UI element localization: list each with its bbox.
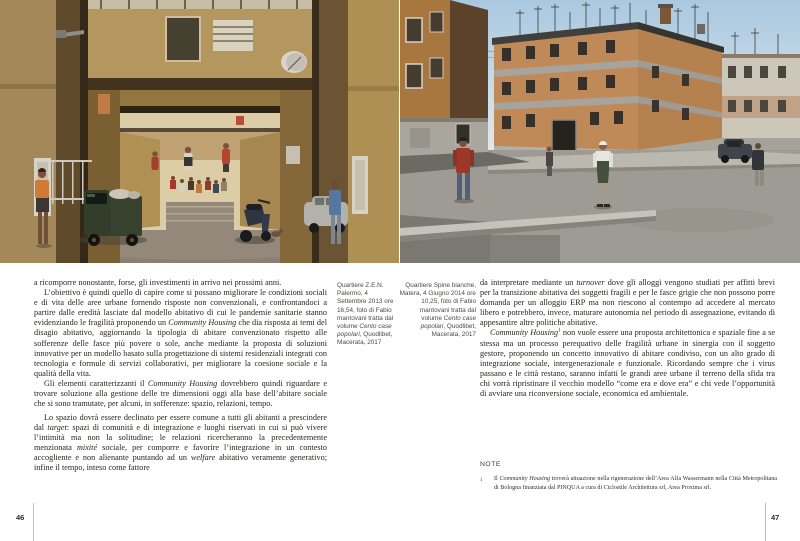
photo-caption-right: Quartiere Spine bianche, Matera, 4 Giugno 2014 ore 10,25, foto di Fabio mantovani tratta dal volume Cento case popolari, Quodlibet, Macerata, 2017 (399, 282, 476, 339)
ape-van (79, 189, 147, 246)
notes-heading: NOTE (480, 461, 501, 468)
paragraph: Gli elementi caratterizzanti il Community Housing dovrebbero quindi riguardare e trovare soluzione alla gestione delle tre dimensioni oggi alla base dell’abitare sociale che si sono tramutate, per alcuni, in sofferenze: spazio, relazioni, tempo. (34, 378, 328, 409)
paragraph: Lo spazio dovrà essere declinato per essere comune a tutti gli abitanti a prescindere dal target: spazi di comunità e di integrazione e luoghi riservati in cui si può vivere l’intimità ma non la solitudine; le relazioni ricercheranno la precedentemente menzionata mixité sociale, per comporre e favorire l’integrazione in un contesto accogliente e non alienante puntando ad un welfare abitativo veramente generativo; infine il tempo, inteso come fattore (34, 412, 328, 473)
folio-rule-left (33, 503, 34, 541)
footnote-text: Il Community Housing troverà attuazione nella rigenerazione dell’Area Alfa Wassermann nella Città Metropolitana di Bologna finanziata dal PINQUA a cura di Ciclostile Architettura srl, Area Proxima srl. (494, 476, 778, 491)
left-building (400, 0, 488, 156)
matera-street-illustration (400, 0, 800, 263)
paragraph: Community Housing$^1$ non vuole essere una proposta architettonica e spaziale fine a se stessa ma un processo perequativo delle fragilità urbane in sinergia con il soggetto gestore, proponendo un concetto innovativo di abitare condiviso, con un alto grado di integrazione sociale, intergenerazionale e funzionale. Ricordando sempre che i virus passano e le città restano, saranno infatti le grandi aree urbane il terreno della sfida tra chi vorrà ripristinare il vecchio modello “come era e dove era” e chi vede l’opportunità di avviare una riconversione sociale, economica ed ambientale. (480, 327, 775, 399)
left-page-text-column (34, 278, 327, 473)
page-number-right: 47 (771, 513, 780, 522)
photo-zen-palermo (0, 0, 399, 263)
satellite-dish (281, 51, 307, 73)
paragraph: a ricomporre nonostante, forse, gli investimenti in arrivo nei prossimi anni. (34, 278, 282, 287)
right-page-text-column (480, 278, 775, 399)
paragraph: da interpretare mediante un turnover dove gli alloggi vengono studiati per affitti brevi per la transizione abitativa dei soggetti fragili e per le fasce grigie che non possono porre domanda per un alloggio ERP ma non riescono al contempo ad accedere al mercato libero e potrebbero, invece, maturare autonomia nel periodo di assegnazione, evitando di appesantire altre politiche abitative. (480, 278, 775, 328)
photo-spine-bianche-matera (400, 0, 800, 263)
folio-rule-right (765, 503, 766, 541)
photo-caption-left: Quartiere Z.E.N. Palermo, 4 Settembre 2013 ore 16,54, foto di Fabio mantovani tratta dal volume Cento case popolari, Quodlibet, Macerata, 2017 (337, 282, 394, 347)
inner-bridge (116, 90, 284, 113)
paragraph: L’obiettivo è quindi quello di capire come si possano migliorare le condizioni sociali e di vita delle aree urbane fornendo risposte non convenzionali, e confrontandoci a partire dalle eredità lasciate dal modello abitativo di cui le pandemie sanitarie stanno evidenziando le fragilità proponendo un Community Housing che dia risposta ai temi del disagio abitativo, aggiornando la tipologia di abitare convenzionato rispetto alle sofferenze delle fasce più povere o sole, anche mediante la proposta di soluzioni innovative per un modello basato sulla progettazione di sistemi residenziali integrati con tecnologia e formule di servizi collaborativi, per migliorare la coesione sociale e la qualità della vita. (34, 288, 327, 378)
page-number-left: 46 (16, 513, 25, 522)
zen-courtyard-illustration (0, 0, 399, 263)
right-inner-wall (280, 90, 312, 263)
upper-bridge (88, 0, 312, 90)
chimney (660, 6, 671, 24)
footnote-marker: 1 (480, 477, 483, 483)
footnote (480, 475, 777, 493)
